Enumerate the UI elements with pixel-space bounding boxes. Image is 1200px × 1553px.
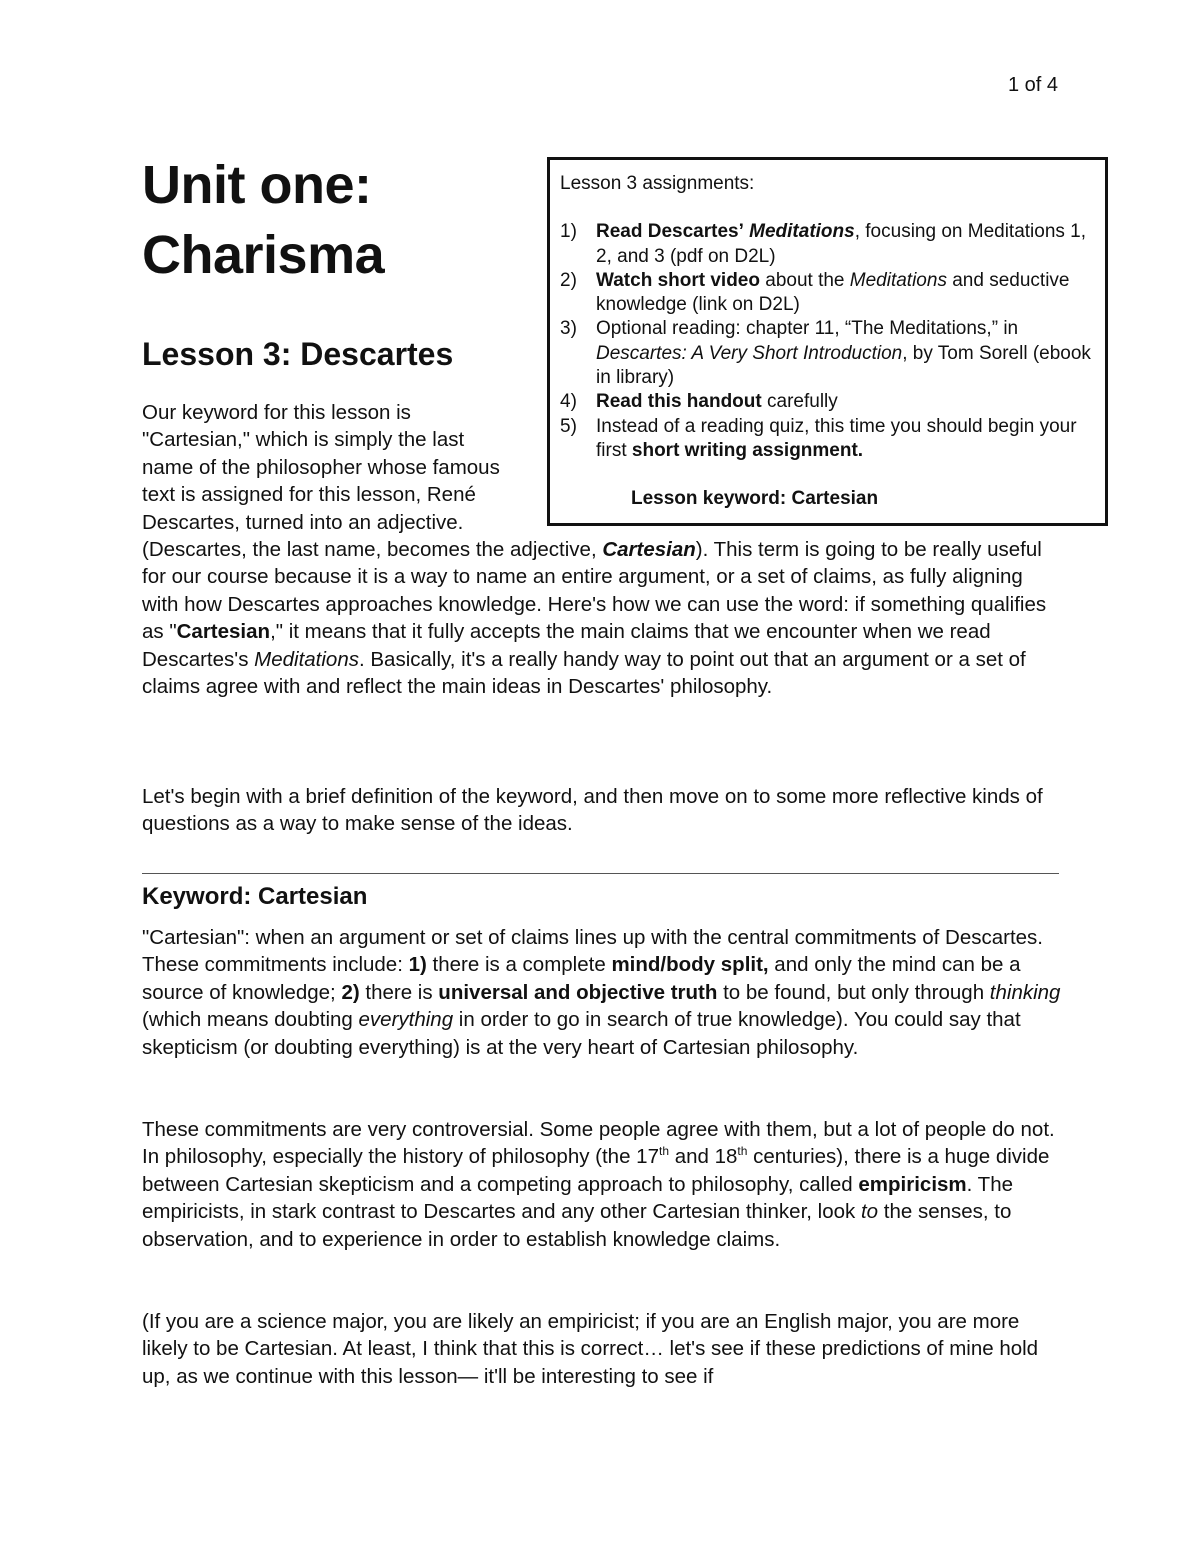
unit-title-line2: Charisma (142, 225, 385, 285)
assignment-bold: Read this handout (596, 391, 762, 413)
assignment-text: , by Tom Sorell (ebook in library) (596, 342, 1091, 389)
definition-text: and only the mind can be a source of knowledge; (142, 953, 1021, 1004)
assignment-item (560, 317, 1095, 390)
assignment-text: , focusing on Meditations 1, 2, and 3 (pdf on D2L) (596, 221, 1087, 267)
intro-text: Our keyword for this lesson is "Cartesian," which is simply the last name of the philosopher whose famous text is assigned for this lesson, René Descartes, turned into an adjective. (Descartes, the last name, becomes the adjective, (142, 401, 603, 562)
definition-bold: mind/body split, (611, 953, 769, 977)
commitments-text: These commitments are very controversial. Some people agree with them, but a lot of people do not. In philosophy, especially the history of philosophy (the 17 (142, 1118, 1055, 1169)
definition-text: to be found, but only through (717, 980, 990, 1004)
definition-text: there is a complete (426, 953, 612, 977)
assignment-text: carefully (761, 391, 838, 413)
commitments-text: . The empiricists, in stark contrast to Descartes and any other Cartesian thinker, look (142, 1172, 1014, 1224)
commitments-text: and 18 (669, 1145, 738, 1169)
assignment-text: about the (759, 269, 850, 291)
commitments-bold: empiricism (858, 1172, 967, 1196)
definition-text: there is (359, 980, 439, 1004)
assignment-text: Optional reading: chapter 11, “The Meditations,” in (596, 318, 1019, 340)
assignment-italic: Descartes: A Very Short Introduction (596, 342, 903, 364)
assignment-bold: Watch short video (596, 269, 760, 291)
definition-paragraph (142, 924, 1067, 1061)
definition-bold: universal and objective truth (438, 980, 718, 1004)
definition-text: in order to go in search of true knowledge). You could say that skepticism (or doubting everything) is at the very heart of Cartesian philosophy. (142, 1008, 1021, 1059)
science-major-paragraph: (If you are a science major, you are likely an empiricist; if you are an English major, you are more likely to be Cartesian. At least, I think that this is correct… let's see if these predictions of mine hold up, as we continue with this lesson— it'll be interesting to see if (142, 1310, 1039, 1388)
intro-bold: Cartesian (176, 620, 271, 644)
section-divider (142, 873, 1059, 874)
commitments-italic: to (860, 1200, 879, 1224)
assignment-text: Instead of a reading quiz, this time you should begin your first (596, 415, 1077, 461)
lesson-title: Lesson 3: Descartes (142, 336, 454, 372)
intro-italic: Meditations (254, 647, 359, 671)
assignment-item (560, 220, 1095, 269)
intro-paragraph (142, 399, 1062, 700)
definition-italic: thinking (989, 980, 1061, 1004)
lesson-keyword: Lesson keyword: Cartesian (631, 488, 879, 510)
assignment-number: 3) (560, 318, 577, 340)
commitments-text: the senses, to observation, and to experience in order to establish knowledge claims. (142, 1200, 1012, 1251)
assignment-number: 5) (560, 415, 577, 437)
definition-bold: 1) (408, 953, 427, 977)
commitments-text: centuries), there is a huge divide between Cartesian skepticism and a competing approach to philosophy, called (142, 1145, 1050, 1196)
definition-text: (which means doubting (142, 1008, 359, 1032)
assignments-heading: Lesson 3 assignments: (560, 173, 755, 194)
transition-paragraph: Let's begin with a brief definition of the keyword, and then move on to some more reflective kinds of questions as a way to make sense of the ideas. (142, 785, 1043, 836)
assignment-item (560, 269, 1095, 318)
keyword-heading: Keyword: Cartesian (142, 883, 368, 910)
ordinal-superscript: th (737, 1144, 748, 1159)
definition-bold: 2) (341, 980, 360, 1004)
definition-text: "Cartesian": when an argument or set of claims lines up with the central commitments of Descartes. These commitments include: (142, 926, 1043, 977)
intro-text: . Basically, it's a really handy way to point out that an argument or a set of claims agree with and reflect the main ideas in Descartes' philosophy. (142, 647, 1026, 699)
assignment-number: 1) (560, 221, 577, 243)
assignment-text: and seductive knowledge (link on D2L) (596, 269, 1070, 316)
unit-title-line1: Unit one: (142, 155, 372, 215)
intro-text: ," it means that it fully accepts the main claims that we encounter when we read Descartes's (142, 620, 991, 671)
intro-text: ). This term is going to be really useful for our course because it is a way to name an entire argument, or a set of claims, as fully aligning with how Descartes approaches knowledge. Here's how we can use the word: if something qualifies as " (142, 538, 1047, 644)
intro-bold-italic: Cartesian (602, 538, 696, 562)
assignment-bold: Read Descartes’ (596, 221, 744, 243)
ordinal-superscript: th (658, 1144, 669, 1159)
unit-title (142, 150, 384, 290)
commitments-paragraph (142, 1116, 1067, 1253)
page-number: 1 of 4 (1007, 74, 1058, 96)
assignment-bold-italic: Meditations (749, 221, 855, 243)
definition-italic: everything (358, 1008, 454, 1032)
assignment-number: 4) (560, 391, 577, 413)
assignment-italic: Meditations (849, 269, 947, 291)
assignment-bold: short writing assignment. (631, 439, 864, 461)
assignment-number: 2) (560, 269, 577, 291)
